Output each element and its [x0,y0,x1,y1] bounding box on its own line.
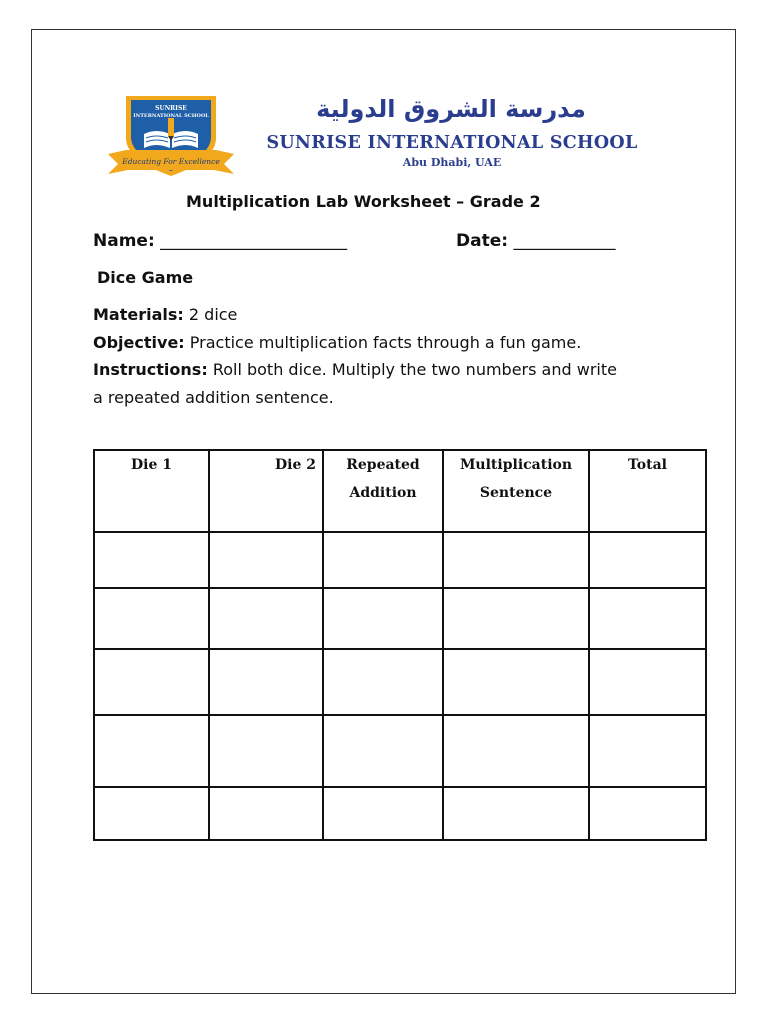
school-logo [106,94,236,180]
table-row [94,649,706,715]
table-cell[interactable] [323,715,443,787]
column-header-text: Die 2 [275,457,316,473]
instructions-continuation: a repeated addition sentence. [93,388,334,407]
table-cell[interactable] [94,532,209,588]
table-cell[interactable] [589,715,706,787]
logo-ribbon-text: Educating For Excellence [122,157,220,166]
table-cell[interactable] [209,787,323,840]
instructions-label: Instructions: [93,360,208,379]
school-location: Abu Dhabi, UAE [402,156,502,169]
objective-label: Objective: [93,333,185,352]
table-cell[interactable] [589,588,706,649]
table-cell[interactable] [94,588,209,649]
table-cell[interactable] [323,532,443,588]
table-row [94,715,706,787]
table-row [94,787,706,840]
table-cell[interactable] [589,787,706,840]
date-label: Date: [456,231,509,251]
date-field[interactable] [456,231,615,251]
name-field[interactable] [93,231,347,251]
table-cell[interactable] [94,787,209,840]
column-header-text: Die 1 [131,457,172,473]
table-cell[interactable] [443,588,589,649]
table-row [94,588,706,649]
column-header-text: Repeated [346,457,420,473]
column-header-repeated-addition [323,450,443,532]
table-cell[interactable] [209,532,323,588]
table-cell[interactable] [589,649,706,715]
column-header-total [589,450,706,532]
materials-label: Materials: [93,305,184,324]
school-name-arabic: مدرسة الشروق الدولية [316,95,586,123]
materials-text: 2 dice [188,305,238,324]
table-cell[interactable] [443,787,589,840]
column-header-text: Addition [349,485,417,501]
column-header-multiplication-sentence [443,450,589,532]
table-cell[interactable] [443,715,589,787]
table-row [94,532,706,588]
column-header-text: Sentence [479,485,553,501]
logo-top-text-2: INTERNATIONAL SCHOOL [133,113,209,119]
table-cell[interactable] [209,649,323,715]
table-cell[interactable] [209,588,323,649]
instructions-text-1: Roll both dice. Multiply the two numbers and write [212,360,617,379]
materials-line [93,305,237,324]
column-header-die-2 [209,450,323,532]
school-crest-icon [106,94,236,180]
table-cell[interactable] [209,715,323,787]
instructions-line [93,360,617,379]
table-cell[interactable] [323,649,443,715]
table-cell[interactable] [443,649,589,715]
name-blank[interactable]: ______________________ [160,231,348,251]
objective-line [93,333,581,352]
date-blank[interactable]: ____________ [513,231,616,251]
table-cell[interactable] [94,715,209,787]
table-cell[interactable] [323,588,443,649]
dice-game-table [93,449,707,841]
worksheet-title: Multiplication Lab Worksheet – Grade 2 [186,192,541,211]
logo-top-text-1: SUNRISE [155,105,187,112]
table-cell[interactable] [443,532,589,588]
table-cell[interactable] [323,787,443,840]
table-cell[interactable] [94,649,209,715]
column-header-die-1 [94,450,209,532]
name-label: Name: [93,231,155,251]
section-title: Dice Game [97,268,194,287]
column-header-text: Total [627,457,667,473]
table-cell[interactable] [589,532,706,588]
table-header-row [94,450,706,532]
column-header-text: Multiplication [459,457,573,473]
objective-text: Practice multiplication facts through a fun game. [189,333,582,352]
school-name-english: SUNRISE INTERNATIONAL SCHOOL [266,133,638,153]
